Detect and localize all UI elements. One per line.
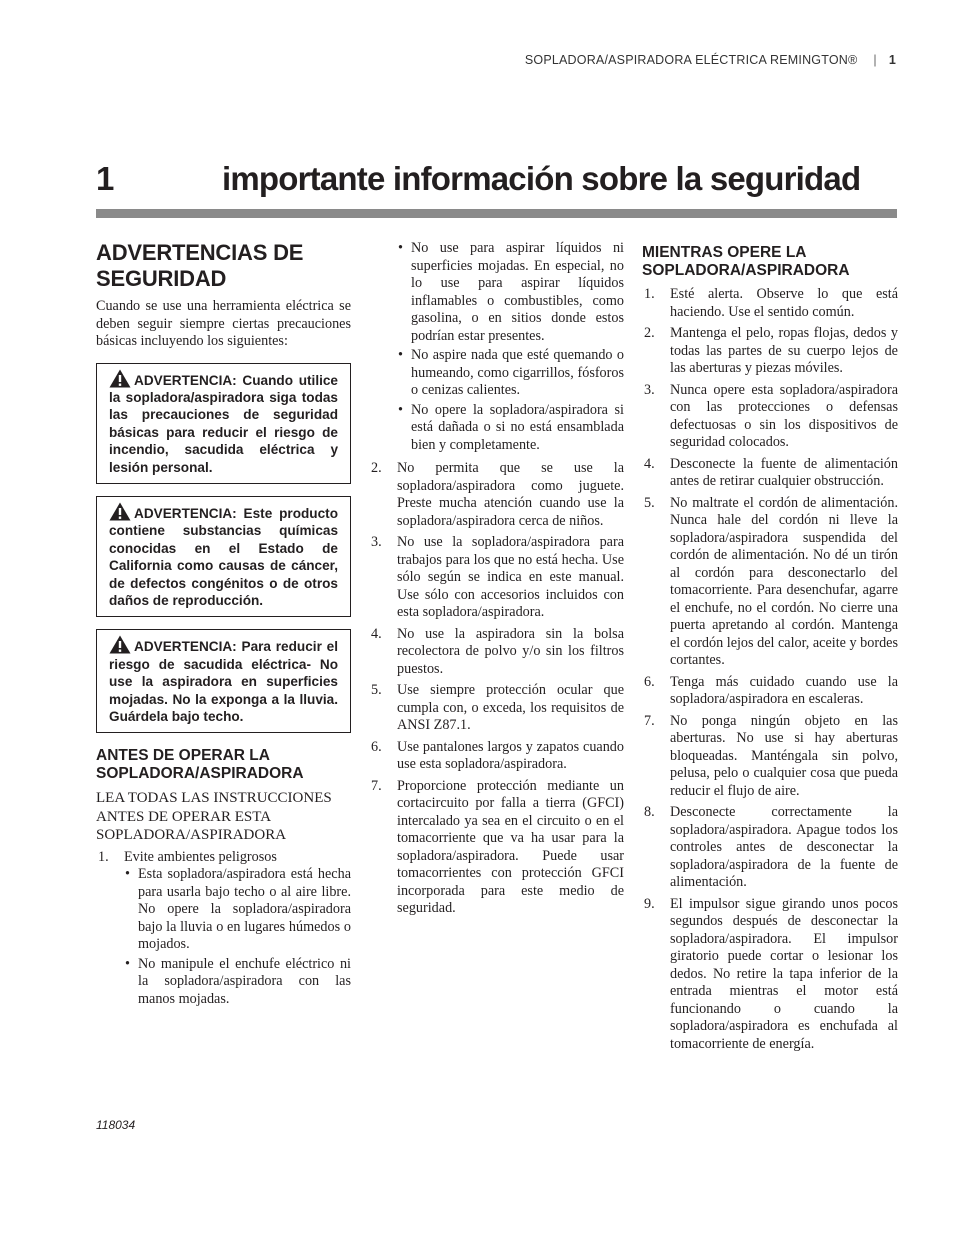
item-number: 4. xyxy=(371,625,382,642)
list-item xyxy=(124,866,351,954)
item-text: No ponga ningún objeto en las aberturas. No use si hay aberturas bloqueadas. Manténgala sin polvo, pelusa, pelo o cualquier cosa que pueda reducir el flujo de aire. xyxy=(670,712,898,799)
item-number: 6. xyxy=(371,738,382,755)
bullet-icon: • xyxy=(398,347,403,363)
item-number: 6. xyxy=(644,673,655,690)
item-number: 3. xyxy=(371,534,382,550)
list-item xyxy=(397,402,624,455)
item-text: Desconecte correctamente la sopladora/aspiradora. Apague todos los controles antes de desconectar la sopladora/aspiradora de la fuente de alimentación. xyxy=(670,804,898,890)
bullet-icon: • xyxy=(398,240,403,256)
bullet-icon: • xyxy=(125,866,130,883)
running-header xyxy=(525,53,896,67)
item-text: Desconecte la fuente de alimentación antes de retirar cualquier obstrucción. xyxy=(670,455,898,489)
item-number: 2. xyxy=(371,460,382,476)
list-item xyxy=(369,682,624,735)
bullet-text: No aspire nada que esté quemando o humeando, como cigarrillos, fósforos o cenizas calientes. xyxy=(411,347,624,398)
item-text: El impulsor sigue girando unos pocos segundos después de desconectar la sopladora/aspiradora. El impulsor giratorio puede cortar o lesionar los dedos. No retire la tapa inferior de la entrada mientras el motor está funcionando o cuando la sopladora/aspiradora es enchufada al tomacorriente de energía. xyxy=(670,895,898,1052)
item-number: 1. xyxy=(98,848,109,865)
item-text: Esté alerta. Observe lo que está haciendo. Use el sentido común. xyxy=(670,286,898,320)
item-text: Tenga más cuidado cuando use la sopladora/aspiradora en escaleras. xyxy=(670,673,898,707)
warning-text-1: ADVERTENCIA: Cuando utilice la sopladora/aspiradora siga todas las precauciones de seguridad básicas para reducir el riesgo de incendio, sacudida eléctrica y lesión personal. xyxy=(109,372,338,475)
column-2 xyxy=(369,240,624,922)
document-code: 118034 xyxy=(96,1118,136,1132)
section-heading-while-operating: MIENTRAS OPERE LA SOPLADORA/ASPIRADORA xyxy=(642,244,850,279)
item-number: 5. xyxy=(644,494,655,511)
item-text: No permita que se use la sopladora/aspiradora como juguete. Preste mucha atención cuando use la sopladora/aspiradora cerca de niños. xyxy=(397,460,624,529)
chapter-title: importante información sobre la seguridad xyxy=(222,160,861,197)
item-text: Mantenga el pelo, ropas flojas, dedos y todas las partes de su cuerpo lejos de las aberturas y piezas móviles. xyxy=(670,325,898,376)
list-item xyxy=(369,778,624,918)
before-intro: LEA TODAS LAS INSTRUCCIONES ANTES DE OPERAR ESTA SOPLADORA/ASPIRADORA xyxy=(96,790,332,844)
safety-intro: Cuando se use una herramienta eléctrica se deben seguir siempre ciertas precauciones básicas incluyendo los siguientes: xyxy=(96,298,351,349)
chapter-rule xyxy=(96,209,897,218)
running-title: SOPLADORA/ASPIRADORA ELÉCTRICA REMINGTON® xyxy=(524,53,858,67)
column-3 xyxy=(642,240,898,1057)
warning-text-2: ADVERTENCIA: Este producto contiene substancias químicas conocidas en el Estado de California como causas de cáncer, de defectos congénitos o de otros daños de reproducción. xyxy=(109,505,338,608)
warning-triangle-icon xyxy=(109,635,131,654)
section-heading-before-operating: ANTES DE OPERAR LA SOPLADORA/ASPIRADORA xyxy=(96,747,304,783)
numbered-list xyxy=(642,286,898,1053)
bullet-icon: • xyxy=(125,955,130,972)
item-text: No use la aspiradora sin la bolsa recolectora de polvo y/o sin los filtros puestos. xyxy=(397,625,624,677)
bullet-list xyxy=(124,866,351,1008)
item-text: No maltrate el cordón de alimentación. Nunca hale del cordón ni lleve la sopladora/aspiradora suspendida del cordón de alimentación. No dé un tirón al cordón para desconectarlo del tomacorriente. Para desenchufar, agarre el enchufe, no el cordón. No cierre una puerta apretando al cordón. Mantenga el cordón lejos del calor, aceite y bordes cortantes. xyxy=(670,494,898,668)
list-item xyxy=(369,534,624,622)
item-number: 2. xyxy=(644,325,655,341)
item-number: 4. xyxy=(644,455,655,472)
item-number: 3. xyxy=(644,381,655,398)
list-item xyxy=(642,382,898,452)
item-text: Nunca opere esta sopladora/aspiradora con las protecciones o defensas defectuosas o sin los dispositivos de seguridad colocados. xyxy=(670,381,898,450)
page-number: 1 xyxy=(888,53,896,67)
list-item xyxy=(369,626,624,679)
before-list xyxy=(96,849,351,1009)
item-text: Use pantalones largos y zapatos cuando use esta sopladora/aspiradora. xyxy=(397,738,624,772)
list-item xyxy=(642,286,898,321)
list-item xyxy=(369,460,624,530)
section-heading-safety-warnings: ADVERTENCIAS DE SEGURIDAD xyxy=(96,240,304,291)
bullet-text: Esta sopladora/aspiradora está hecha para usarla bajo techo o al aire libre. No opere la sopladora/aspiradora bajo la lluvia o en lugares húmedos o mojados. xyxy=(138,866,351,953)
list-item xyxy=(642,674,898,709)
bullet-list xyxy=(397,240,624,454)
warning-triangle-icon xyxy=(109,502,131,521)
list-item xyxy=(642,804,898,892)
warning-text-3: ADVERTENCIA: Para reducir el riesgo de sacudida eléctrica- No use la aspiradora en superficies mojadas. No la exponga a la lluvia. Guárdela bajo techo. xyxy=(109,639,338,724)
item-number: 8. xyxy=(644,804,655,820)
bullet-text: No opere la sopladora/aspiradora si está dañada o si no está ensamblada bien y completamente. xyxy=(411,401,624,453)
item-text: Use siempre protección ocular que cumpla con, o exceda, los requisitos de ANSI Z87.1. xyxy=(397,682,624,733)
list-item xyxy=(369,739,624,774)
column-1 xyxy=(96,240,351,1012)
item-text: No use la sopladora/aspiradora para trabajos para los que no está hecha. Use sólo según se indica en este manual. Use sólo con accesorios incluidos con esta sopladora/aspiradora. xyxy=(397,534,624,620)
chapter-heading xyxy=(96,160,896,204)
item-number: 9. xyxy=(644,895,655,912)
bullet-icon: • xyxy=(398,401,403,418)
item-number: 7. xyxy=(644,712,655,729)
list-item xyxy=(397,240,624,345)
list-item xyxy=(96,849,351,1009)
list-item xyxy=(642,713,898,801)
warning-triangle-icon xyxy=(109,369,131,388)
list-item xyxy=(124,956,351,1009)
warning-box-3 xyxy=(96,629,351,733)
list-item xyxy=(642,896,898,1054)
list-item xyxy=(642,495,898,670)
list-item xyxy=(642,456,898,491)
numbered-list xyxy=(369,460,624,918)
warning-box-2 xyxy=(96,496,351,617)
item-number: 5. xyxy=(371,682,382,698)
bullet-text: No use para aspirar líquidos ni superficies mojadas. En especial, no lo use para aspirar líquidos inflamables o combustibles, como gasolina, o en sitios donde estos podrían estar presentes. xyxy=(411,240,624,344)
header-separator: | xyxy=(873,53,877,67)
item-number: 1. xyxy=(644,286,655,302)
warning-box-1 xyxy=(96,363,351,484)
bullet-text: No manipule el enchufe eléctrico ni la sopladora/aspiradora con las manos mojadas. xyxy=(138,955,351,1007)
list-item xyxy=(397,347,624,400)
chapter-number: 1 xyxy=(96,160,114,197)
list-item xyxy=(642,325,898,378)
item-number: 7. xyxy=(371,777,382,794)
item-text: Proporcione protección mediante un cortacircuito por falla a tierra (GFCI) intercalado ya sea en el circuito o en el tomacorriente que va ha usar para la sopladora/aspiradora. Puede usar tomacorrientes con protección GFCI incorporada para este medio de seguridad. xyxy=(397,777,624,916)
item-text: Evite ambientes peligrosos xyxy=(124,848,277,865)
